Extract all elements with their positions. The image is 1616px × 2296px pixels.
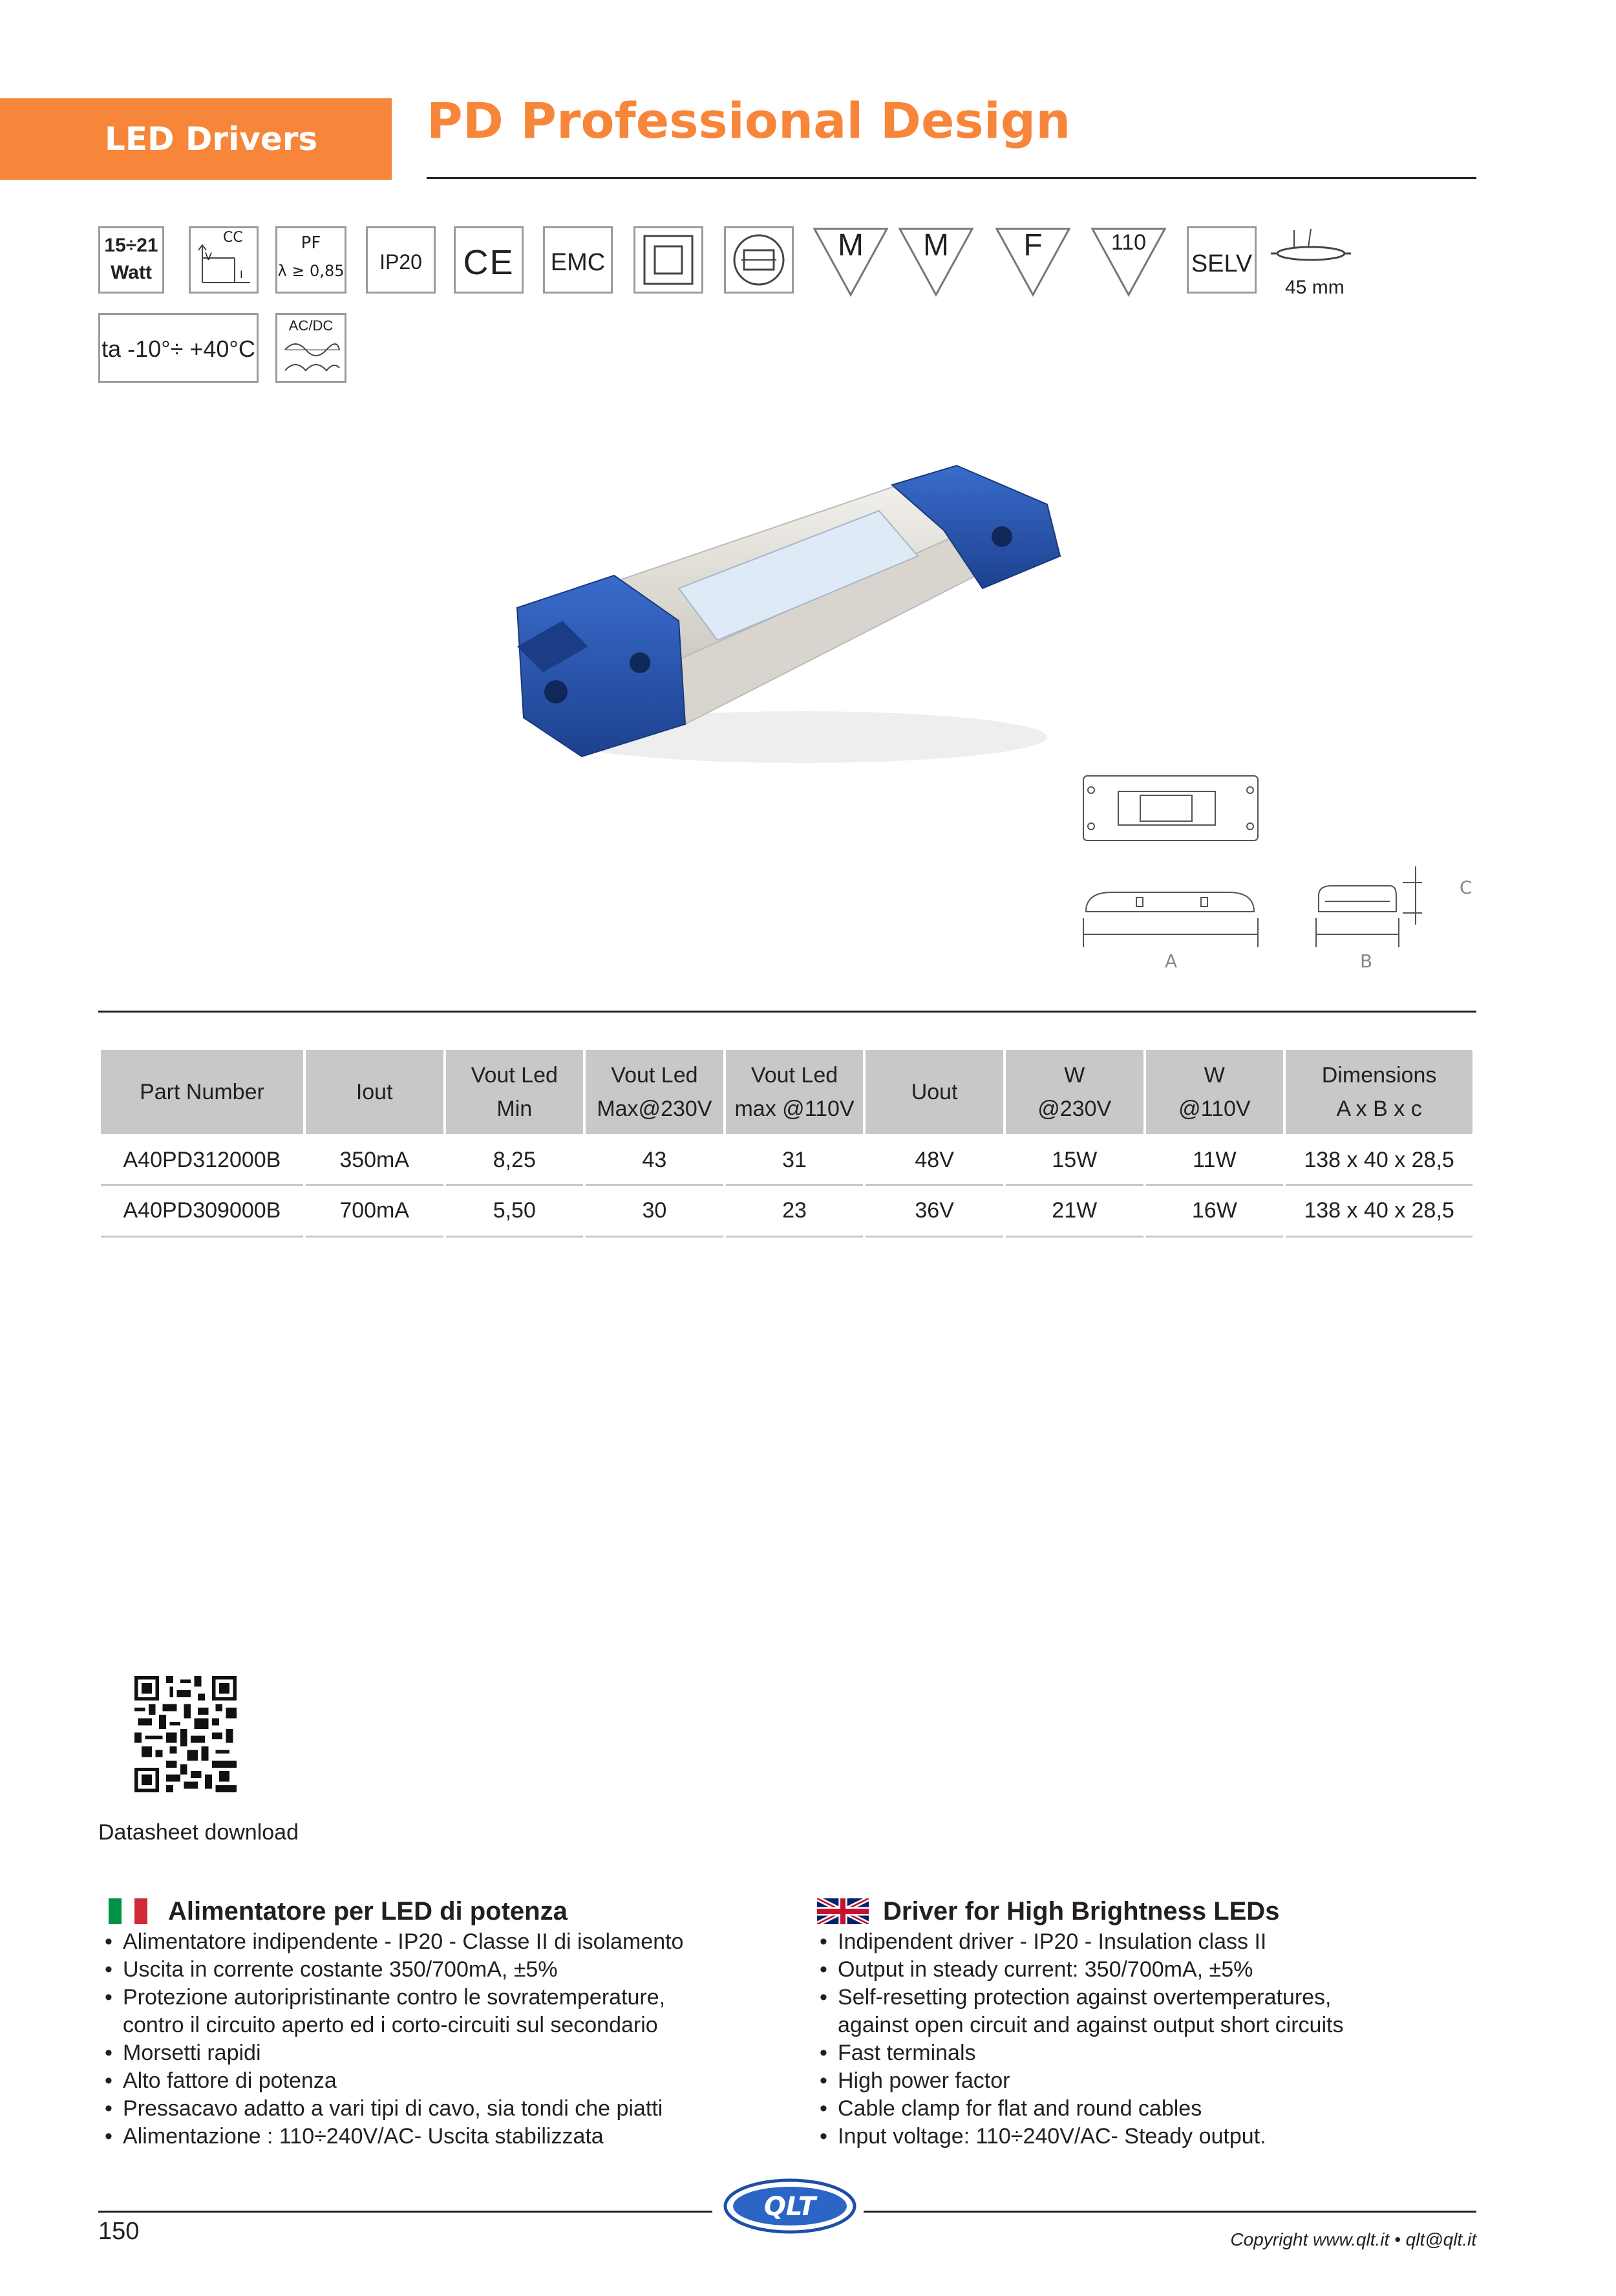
pf-label: PF — [301, 233, 321, 253]
category-label: LED Drivers — [105, 120, 318, 158]
page-title: PD Professional Design — [427, 92, 1071, 149]
table-cell: 23 — [726, 1186, 864, 1238]
m-mark-1 — [812, 226, 889, 297]
temperature-range: ta -10°÷ +40°C — [101, 336, 255, 362]
independent-driver-icon — [724, 226, 794, 294]
cutout-icon — [1268, 224, 1365, 301]
cc-i: I — [240, 268, 243, 281]
uk-flag-icon — [817, 1898, 869, 1924]
table-cell: 48V — [866, 1134, 1003, 1186]
list-item: • Output in steady current: 350/700mA, ±5% — [817, 1956, 1483, 1984]
list-item: • Alimentatore indipendente - IP20 - Classe II di isolamento — [102, 1928, 768, 1956]
list-item: • High power factor — [817, 2067, 1483, 2095]
table-cell: 21W — [1006, 1186, 1143, 1238]
cutout-size: 45 mm — [1285, 277, 1345, 298]
table-cell: 43 — [586, 1134, 723, 1186]
table-cell: 8,25 — [446, 1134, 584, 1186]
features-en-heading — [817, 1894, 1483, 1928]
recess-cutout-icon — [1268, 224, 1365, 275]
footer-divider-right — [864, 2211, 1476, 2213]
table-cell: 138 x 40 x 28,5 — [1286, 1134, 1472, 1186]
category-tab — [0, 98, 392, 180]
table-row — [101, 1134, 1472, 1186]
col-header: Vout Led Min — [446, 1050, 584, 1134]
list-item: • Cable clamp for flat and round cables — [817, 2095, 1483, 2123]
features-it-heading — [102, 1894, 768, 1928]
m-mark-2 — [897, 226, 975, 297]
list-item: • Indipendent driver - IP20 - Insulation class II — [817, 1928, 1483, 1956]
table-cell: 16W — [1146, 1186, 1284, 1238]
col-header: Vout Led max @110V — [726, 1050, 864, 1134]
table-cell: 36V — [866, 1186, 1003, 1238]
qlt-logo — [719, 2173, 861, 2237]
features-english — [817, 1894, 1483, 2151]
col-header: Vout Led Max@230V — [586, 1050, 723, 1134]
features-en-list — [817, 1928, 1483, 2151]
col-header: Iout — [306, 1050, 443, 1134]
terminal-screw-icon — [544, 680, 568, 703]
table-cell: 138 x 40 x 28,5 — [1286, 1186, 1472, 1238]
copyright: Copyright www.qlt.it • qlt@qlt.it — [1230, 2229, 1476, 2249]
list-item: • Pressacavo adatto a vari tipi di cavo, sia tondi che piatti — [102, 2095, 768, 2123]
italy-flag-icon — [102, 1898, 154, 1924]
waveform-icon — [282, 337, 342, 380]
list-item: • Alimentazione : 110÷240V/AC- Uscita stabilizzata — [102, 2123, 768, 2151]
ce-label: CE — [463, 243, 515, 282]
watt-range: 15÷21 — [104, 235, 158, 256]
col-header: W @230V — [1006, 1050, 1143, 1134]
ip-rating: IP20 — [379, 250, 422, 274]
table-cell: 15W — [1006, 1134, 1143, 1186]
table-cell: 31 — [726, 1134, 864, 1186]
m-label-1: M — [838, 228, 864, 263]
class-ii-icon — [633, 226, 703, 294]
v110-mark — [1090, 226, 1167, 297]
dimension-drawing — [1060, 763, 1487, 983]
logo-text: QLT — [763, 2192, 816, 2222]
footer-divider-left — [98, 2211, 712, 2213]
cc-v: V — [205, 250, 212, 263]
features-en-title: Driver for High Brightness LEDs — [883, 1896, 1280, 1926]
table-cell: 11W — [1146, 1134, 1284, 1186]
list-item: • Input voltage: 110÷240V/AC- Steady output. — [817, 2123, 1483, 2151]
constant-current-icon — [189, 226, 259, 294]
table-header-row — [101, 1050, 1472, 1134]
f-label: F — [1023, 228, 1043, 263]
table-cell: 350mA — [306, 1134, 443, 1186]
table-cell: 700mA — [306, 1186, 443, 1238]
features-it-list — [102, 1928, 768, 2151]
independent-lamp-icon — [726, 228, 792, 292]
dim-a-label: A — [1165, 950, 1178, 972]
dim-c-label: C — [1460, 877, 1472, 898]
list-item: • Protezione autoripristinante contro le sovratemperature, contro il circuito aperto ed i corto-circuiti sul secondario — [102, 1984, 723, 2039]
features-it-title: Alimentatore per LED di potenza — [168, 1896, 568, 1926]
power-factor-icon — [275, 226, 346, 294]
product-photo — [491, 453, 1112, 789]
part-number-cell: A40PD312000B — [101, 1134, 303, 1186]
cc-graph-icon — [195, 242, 254, 288]
part-number-cell: A40PD309000B — [101, 1186, 303, 1238]
v110-label: 110 — [1111, 230, 1147, 255]
emc-icon — [543, 226, 613, 294]
list-item: • Uscita in corrente costante 350/700mA, ±5% — [102, 1956, 768, 1984]
watt-icon — [98, 226, 164, 294]
pf-value: λ ≥ 0,85 — [277, 262, 345, 280]
table-cell: 5,50 — [446, 1186, 584, 1238]
emc-label: EMC — [550, 249, 606, 276]
list-item: • Morsetti rapidi — [102, 2039, 768, 2067]
list-item: • Alto fattore di potenza — [102, 2067, 768, 2095]
page-number: 150 — [98, 2218, 140, 2245]
terminal-screw-icon — [630, 652, 650, 673]
f-mark — [994, 226, 1072, 297]
specs-table — [98, 1050, 1475, 1238]
table-row — [101, 1186, 1472, 1238]
features-italian — [102, 1894, 768, 2151]
temperature-icon — [98, 313, 259, 383]
list-item: • Fast terminals — [817, 2039, 1483, 2067]
col-header: Uout — [866, 1050, 1003, 1134]
watt-unit: Watt — [111, 262, 152, 283]
ce-mark-icon — [454, 226, 524, 294]
acdc-label: AC/DC — [288, 317, 334, 334]
list-item: • Self-resetting protection against overtemperatures, against open circuit and against output short circuits — [817, 1984, 1399, 2039]
table-cell: 30 — [586, 1186, 723, 1238]
selv-label: SELV — [1191, 250, 1253, 277]
double-square-icon — [635, 228, 701, 292]
col-header: Dimensions A x B x c — [1286, 1050, 1472, 1134]
ip20-icon — [366, 226, 436, 294]
qr-caption: Datasheet download — [98, 1820, 299, 1845]
col-header: Part Number — [101, 1050, 303, 1134]
col-header: W @110V — [1146, 1050, 1284, 1134]
cc-label: CC — [223, 230, 243, 246]
qr-code[interactable] — [134, 1675, 237, 1794]
selv-icon — [1187, 226, 1257, 294]
ac-dc-icon — [275, 313, 346, 383]
title-divider — [427, 177, 1476, 179]
dim-b-label: B — [1360, 950, 1373, 972]
m-label-2: M — [923, 228, 949, 263]
terminal-screw-icon — [992, 526, 1012, 547]
section-divider — [98, 1011, 1476, 1013]
